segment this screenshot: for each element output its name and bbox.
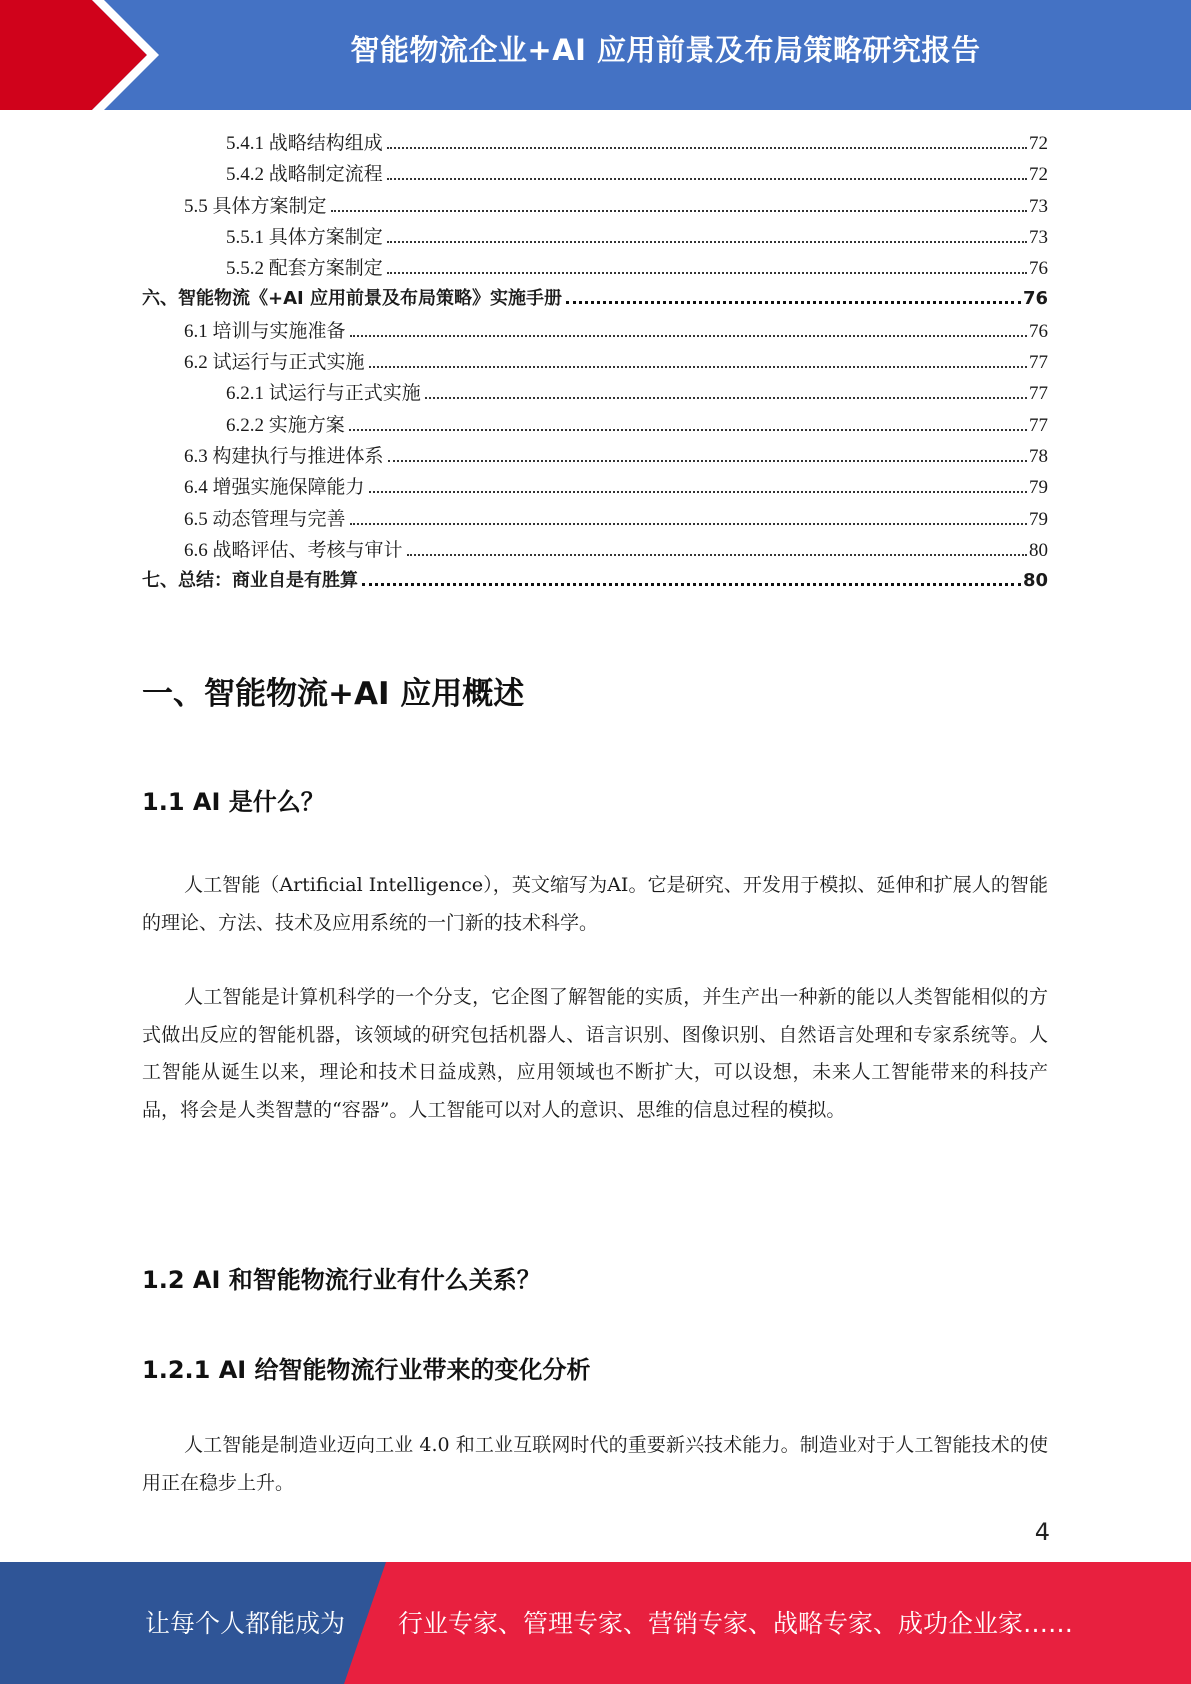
toc-entry-page: 77 xyxy=(1029,383,1048,405)
toc-entry-title: 5.5.1 具体方案制定 xyxy=(226,226,383,248)
toc-entry-title: 6.3 构建执行与推进体系 xyxy=(184,445,384,467)
toc-entry[interactable] xyxy=(142,472,1048,503)
toc-entry-page: 76 xyxy=(1029,320,1048,342)
toc-entry-title: 5.4.2 战略制定流程 xyxy=(226,164,383,186)
subsubsection-heading: 1.2.1 AI 给智能物流行业带来的变化分析 xyxy=(142,1356,591,1384)
toc-entry[interactable] xyxy=(142,566,1048,597)
table-of-contents xyxy=(142,128,1048,597)
toc-entry-page: 79 xyxy=(1029,508,1048,530)
toc-leader-dots xyxy=(387,178,1027,180)
header-banner xyxy=(0,0,1191,110)
toc-entry[interactable] xyxy=(142,316,1048,347)
toc-entry-page: 79 xyxy=(1029,477,1048,499)
toc-entry-title: 六、智能物流《+AI 应用前景及布局策略》实施手册 xyxy=(142,288,562,310)
toc-leader-dots xyxy=(331,210,1027,212)
paragraph: 人工智能（Artificial Intelligence），英文缩写为AI。它是研究、开发用于模拟、延伸和扩展人的智能的理论、方法、技术及应用系统的一门新的技术科学。 xyxy=(142,874,1048,934)
toc-entry-title: 6.2.2 实施方案 xyxy=(226,414,345,436)
toc-entry-title: 七、总结：商业自是有胜算 xyxy=(142,570,358,592)
toc-entry-page: 72 xyxy=(1029,164,1048,186)
toc-leader-dots xyxy=(350,335,1027,337)
footer-banner xyxy=(0,1562,1191,1684)
toc-leader-dots xyxy=(369,366,1027,368)
toc-entry-title: 6.2.1 试运行与正式实施 xyxy=(226,383,421,405)
toc-entry-title: 5.5.2 配套方案制定 xyxy=(226,258,383,280)
toc-entry-title: 6.1 培训与实施准备 xyxy=(184,320,346,342)
toc-leader-dots xyxy=(387,241,1027,243)
toc-entry[interactable] xyxy=(142,347,1048,378)
section-heading: 一、智能物流+AI 应用概述 xyxy=(142,676,525,712)
footer-slogan-right: 行业专家、管理专家、营销专家、战略专家、成功企业家…… xyxy=(398,1609,1074,1638)
toc-leader-dots xyxy=(387,147,1027,149)
toc-leader-dots xyxy=(349,429,1027,431)
toc-leader-dots xyxy=(369,491,1027,493)
toc-entry[interactable] xyxy=(142,504,1048,535)
report-title: 智能物流企业+AI 应用前景及布局策略研究报告 xyxy=(350,33,981,67)
paragraph: 人工智能是计算机科学的一个分支，它企图了解智能的实质，并生产出一种新的能以人类智能相似的方式做出反应的智能机器，该领域的研究包括机器人、语言识别、图像识别、自然语言处理和专家系统等。人工智能从诞生以来，理论和技术日益成熟，应用领域也不断扩大，可以设想，未来人工智能带来的科技产品，将会是人类智慧的“容器”。人工智能可以对人的意识、思维的信息过程的模拟。 xyxy=(142,986,1048,1121)
subsection-heading: 1.1 AI 是什么？ xyxy=(142,788,325,816)
toc-leader-dots xyxy=(425,397,1027,399)
toc-entry[interactable] xyxy=(142,191,1048,222)
toc-entry-title: 6.2 试运行与正式实施 xyxy=(184,352,365,374)
toc-leader-dots xyxy=(407,554,1027,556)
paragraph: 人工智能是制造业迈向工业 4.0 和工业互联网时代的重要新兴技术能力。制造业对于人工智能技术的使用正在稳步上升。 xyxy=(142,1434,1048,1494)
toc-entry[interactable] xyxy=(142,441,1048,472)
subsection-heading: 1.2 AI 和智能物流行业有什么关系？ xyxy=(142,1266,541,1294)
toc-entry-page: 72 xyxy=(1029,133,1048,154)
toc-entry[interactable] xyxy=(142,222,1048,253)
toc-entry-page: 80 xyxy=(1029,539,1048,561)
toc-entry[interactable] xyxy=(142,284,1048,315)
toc-leader-dots xyxy=(362,583,1021,586)
toc-entry[interactable] xyxy=(142,378,1048,409)
toc-entry-page: 80 xyxy=(1022,570,1048,592)
toc-entry[interactable] xyxy=(142,159,1048,190)
toc-entry-title: 5.5 具体方案制定 xyxy=(184,195,327,217)
footer-slogan-left: 让每个人都能成为 xyxy=(145,1609,346,1638)
toc-entry[interactable] xyxy=(142,410,1048,441)
toc-entry-page: 73 xyxy=(1029,195,1048,217)
toc-entry[interactable] xyxy=(142,128,1048,159)
toc-entry[interactable] xyxy=(142,253,1048,284)
toc-entry-page: 73 xyxy=(1029,226,1048,248)
toc-entry-title: 5.4.1 战略结构组成 xyxy=(226,133,383,154)
page-number: 4 xyxy=(1034,1518,1050,1546)
toc-entry-page: 76 xyxy=(1029,258,1048,280)
toc-leader-dots xyxy=(388,460,1027,462)
toc-leader-dots xyxy=(387,272,1027,274)
toc-entry-title: 6.6 战略评估、考核与审计 xyxy=(184,539,403,561)
toc-entry-title: 6.4 增强实施保障能力 xyxy=(184,477,365,499)
toc-entry-title: 6.5 动态管理与完善 xyxy=(184,508,346,530)
toc-entry-page: 76 xyxy=(1022,288,1048,310)
toc-leader-dots xyxy=(350,523,1027,525)
toc-entry-page: 77 xyxy=(1029,352,1048,374)
toc-leader-dots xyxy=(566,301,1021,304)
toc-entry-page: 78 xyxy=(1029,445,1048,467)
toc-entry-page: 77 xyxy=(1029,414,1048,436)
toc-entry[interactable] xyxy=(142,535,1048,566)
